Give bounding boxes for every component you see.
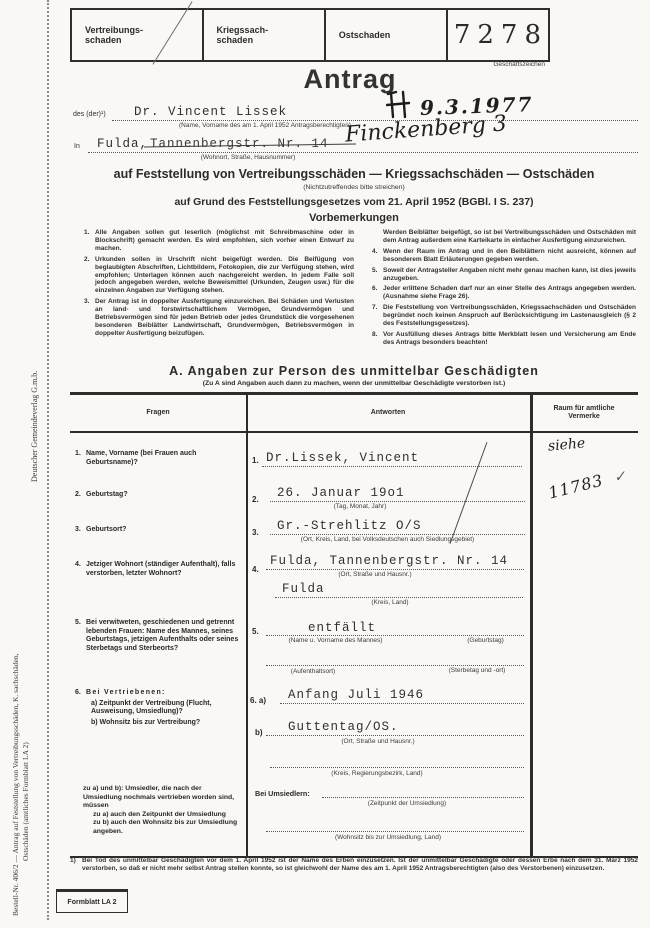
answer-6b-caption: (Ort, Straße und Hausnr.) (341, 738, 415, 745)
answer-4-line2-fill (275, 597, 523, 598)
answer-4-number: 4. (252, 565, 259, 574)
publisher-imprint: Deutscher Gemeindeverlag G.m.b. (30, 370, 39, 482)
question-6: 6. Bei Vertriebenen: a) Zeitpunkt der Vertreibung (Flucht, Ausweisung, Umsiedlung)? b) Wohnsitz bis zur Vertreibung? (75, 689, 212, 726)
vorbemerkung-item: 7. Die Feststellung von Vertreibungsschäden, Kriegssachschäden und Ostschäden begründet noch keinen Anspruch auf Berücksichtigung im Lastenausgleich (§ 2 des Feststellungsgesetzes). (372, 304, 636, 328)
legal-basis-line: auf Grund des Feststellungsgesetzes vom 21. April 1952 (BGBl. I S. 237) (174, 196, 534, 208)
file-number: 7278 (446, 10, 548, 60)
vorbemerkung-item: 1. Alle Angaben sollen gut leserlich (möglichst mit Schreibmaschine oder in Blockschrift) gemacht werden. Es wird empfohlen, sich vorher einen Entwurf zu machen. (84, 229, 354, 252)
residence-city-typed: Fulda, (97, 137, 149, 151)
answer-4-line1-caption: (Ort, Straße und Hausnr.) (338, 571, 412, 578)
pen-stroke-mark (450, 442, 488, 544)
question-4: 4. Jetziger Wohnort (ständiger Aufenthalt), falls verstorben, letzter Wohnort? (75, 561, 236, 577)
check-mark: ✓ (612, 468, 628, 486)
question-3: 3. Geburtsort? (75, 526, 127, 533)
question-2: 2. Geburtstag? (75, 491, 128, 498)
official-number-handwritten: 11783 (546, 470, 606, 503)
vorbemerkung-item: 4. Wenn der Raum im Antrag und in den Beiblättern nicht ausreicht, können auf besonderem Blatt Erläuterungen gegeben werden. (372, 247, 636, 263)
answer-1-number: 1. (252, 456, 259, 465)
answer-4-line2-caption: (Kreis, Land) (371, 599, 409, 606)
answer-6b-fill (266, 735, 524, 736)
answer-3-fill-line (270, 534, 525, 535)
residence-fill-line (88, 152, 638, 153)
footnote-number: 1) (70, 857, 76, 864)
form-title: Antrag (303, 64, 397, 94)
answer-4-line2-value: Fulda (282, 582, 325, 596)
vorbemerkungen-right-column (372, 229, 636, 350)
ostschaden-label: Ostschaden (338, 29, 391, 40)
answer-2-number: 2. (252, 495, 259, 504)
official-note-handwritten: siehe (547, 435, 586, 455)
answer-6a-fill (280, 703, 524, 704)
answer-6a-number: 6. a) (250, 696, 267, 705)
answer-1-fill-line (262, 466, 522, 467)
handwritten-monogram-icon (386, 90, 416, 120)
applicant-caption: (Name, Vorname des am 1. April 1952 Antragsberechtigten) (179, 122, 351, 129)
answer-5-line2-fill (266, 665, 524, 666)
vorbemerkung-item: 5. Soweit der Antragsteller Angaben nicht mehr genau machen kann, ist dies jeweils anzugeben. (372, 266, 636, 282)
umsiedler-label: Bei Umsiedlern: (255, 789, 310, 798)
answer-6c-caption: (Kreis, Regierungsbezirk, Land) (331, 770, 423, 777)
answer-1-value: Dr.Lissek, Vincent (266, 451, 420, 465)
cell-ostschaden (324, 10, 446, 60)
residence-caption: (Wohnort, Straße, Hausnummer) (200, 154, 296, 161)
residence-street-typed-struck: Tannenbergstr. Nr. 14 (150, 137, 329, 151)
answer-5-caption-sterbetag: (Sterbetag und -ort) (448, 667, 506, 674)
column-header-fragen: Fragen (146, 408, 170, 416)
margin-dotted-rule (47, 0, 49, 920)
vorbemerkung-item: 6. Jeder erlittene Schaden darf nur an einer Stelle des Antrags angegeben werden. (Ausnahme siehe Frage 26). (372, 285, 636, 301)
answer-2-value: 26. Januar 19o1 (277, 486, 405, 500)
answer-5-number: 5. (252, 627, 259, 636)
answer-4-line1-value: Fulda, Tannenbergstr. Nr. 14 (270, 554, 509, 568)
column-header-vermerke: Raum für amtliche Vermerke (553, 404, 615, 420)
subject-line: auf Feststellung von Vertreibungsschäden — Kriegssachschäden — Ostschäden (113, 167, 595, 181)
vorbemerkung-item: 3. Der Antrag ist in doppelter Ausfertigung einzureichen. Bei Schäden und Verlusten an land- und forstwirtschaftlichem Vermögen, Grundvermögen und Betriebsvermögen sind für jeden Betrieb oder jedes Grundstück die vorgesehenen besonderen Beiblätter Landwirtschaft, Grundvermögen, Betriebsvermögen in doppelter Ausfertigung beizufügen. (84, 298, 354, 337)
residence-prefix: In (74, 143, 80, 150)
column-divider-2 (530, 395, 533, 856)
order-imprint-line2: Ostschäden (amtliches Formblatt LA 2) (21, 742, 30, 861)
vertreibungsschaden-label: Vertreibungs- schaden (85, 24, 144, 45)
umsiedler-fill-2 (266, 831, 524, 832)
question-1: 1. Name, Vorname (bei Frauen auch Geburtsname)? (75, 450, 197, 466)
footnote (70, 857, 638, 873)
section-a-title: A. Angaben zur Person des unmittelbar Geschädigten (169, 364, 539, 378)
vorbemerkungen-title: Vorbemerkungen (309, 212, 399, 224)
answer-5-value: entfällt (308, 621, 377, 635)
kriegssachschaden-label: Kriegssach- schaden (216, 24, 269, 45)
answer-5-caption-aufenthaltsort: (Aufenthaltsort) (290, 668, 336, 675)
vorbemerkung-item: Werden Beiblätter beigefügt, so ist bei Vertreibungsschäden und Ostschäden mit dem Antrag außerdem eine Karteikarte in einfacher Ausfertigung einzureichen. (383, 229, 636, 244)
damage-type-box (70, 8, 550, 62)
column-header-antworten: Antworten (370, 408, 406, 416)
table-header-row (70, 395, 638, 433)
handwritten-date: 9.3.1977 (419, 92, 534, 120)
file-number-caption: Geschäftszeichen (493, 61, 545, 68)
applicant-name-typed: Dr. Vincent Lissek (134, 105, 288, 119)
formblatt-label-box (56, 889, 128, 913)
question-5: 5. Bei verwitweten, geschiedenen und getrennt lebenden Frauen: Name des Mannes, seines Geburtstags, jetzigen Aufenthalts oder seines Sterbetags und Sterbeorts? (75, 619, 239, 652)
answer-3-caption: (Ort, Kreis, Land, bei Volksdeutschen auch Siedlungsgebiet) (300, 536, 475, 543)
vorbemerkung-item: 2. Urkunden sollen in Urschrift nicht beigefügt werden. Die Beifügung von beglaubigten Abschriften, Lichtbildern, Fotokopien, die zur Verfügung stehen, wird empfohlen; Unterlagen können auch nachgereicht werden. In jedem Falle soll jedoch angegeben werden, welche Beweismittel (Urkunden, Zeugen usw.) für die einzelnen Angaben zur Verfügung stehen. (84, 255, 354, 295)
applicant-prefix: des (der)¹) (73, 111, 106, 118)
answer-5-caption-name: (Name u. Vorname des Mannes) (288, 637, 383, 644)
column-divider-1 (246, 395, 248, 856)
section-a-subtitle: (Zu A sind Angaben auch dann zu machen, wenn der unmittelbar Geschädigte verstorben ist.) (202, 380, 506, 387)
answer-2-caption: (Tag, Monat, Jahr) (333, 503, 387, 510)
answer-5-line1-fill (266, 635, 524, 636)
formblatt-label: Formblatt LA 2 (67, 898, 117, 906)
answer-6c-fill (270, 767, 524, 768)
question-6-zusatz: zu a) und b): Umsiedler, die nach der Umsiedlung nochmals vertrieben worden sind, müssen zu a) auch den Zeitpunkt der Umsiedlung zu b) auch den Wohnsitz bis zur Umsiedlung angeben. (83, 785, 238, 835)
answer-3-number: 3. (252, 528, 259, 537)
subject-note: (Nichtzutreffendes bitte streichen) (303, 184, 405, 191)
handwritten-new-address: Finckenberg 3 (344, 111, 508, 148)
umsiedler-caption-2: (Wohnsitz bis zur Umsiedlung, Land) (334, 834, 442, 841)
cell-kriegssachschaden (202, 10, 324, 60)
answer-2-fill-line (270, 501, 525, 502)
order-number-imprint (11, 532, 31, 916)
answer-6a-value: Anfang Juli 1946 (288, 688, 425, 702)
answer-6b-number: b) (255, 728, 263, 737)
answer-4-line1-fill (266, 569, 524, 570)
answer-3-value: Gr.-Strehlitz O/S (277, 519, 422, 533)
umsiedler-caption-1: (Zeitpunkt der Umsiedlung) (367, 800, 447, 807)
answer-5-caption-geburtstag: (Geburtstag) (467, 637, 504, 644)
umsiedler-fill-1 (322, 797, 524, 798)
person-data-table (70, 392, 638, 858)
footnote-text: Bei Tod des unmittelbar Geschädigten vor dem 1. April 1952 ist der Name des Erben einzusetzen. Ist der unmittelbar Geschädigte oder dessen Erbe nach dem 31. März 1952 verstorben, so daß er nicht mehr selbst Antrag stellen konnte, so ist gleichwohl der Name des am 1. April 1952 Antragsberechtigten (also des Verstorbenen) einzusetzen. (82, 857, 638, 872)
order-imprint-line1: Bestell-Nr. 406/2 — Antrag auf Feststellung von Vertreibungsschäden, K. sachschäden, (11, 653, 20, 916)
vorbemerkungen-left-column (84, 229, 354, 341)
answer-6b-value: Guttentag/OS. (288, 720, 399, 734)
vorbemerkung-item: 8. Vor Ausfüllung dieses Antrags bitte Merkblatt lesen und Versicherung am Ende des Antrags besonders beachten! (372, 330, 636, 346)
